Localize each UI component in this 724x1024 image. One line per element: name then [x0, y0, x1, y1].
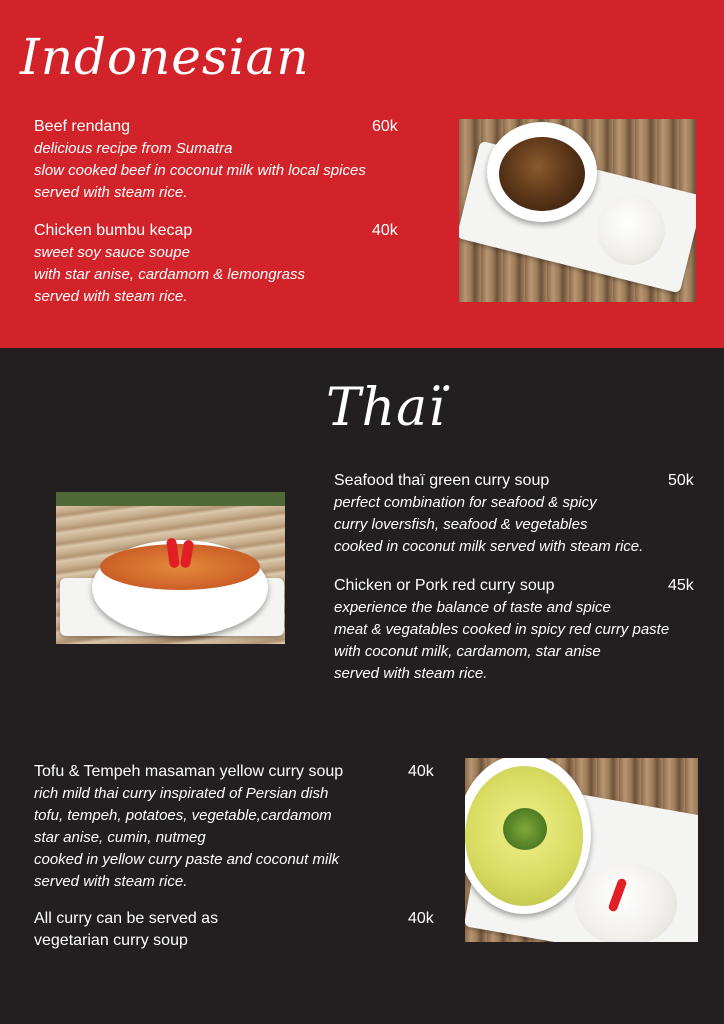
item-name: Seafood thaï green curry soup	[334, 472, 550, 489]
steamed-rice	[597, 195, 665, 265]
item-description-line: served with steam rice.	[334, 665, 488, 682]
item-description-line: perfect combination for seafood & spicy	[334, 494, 597, 511]
item-price: 40k	[408, 763, 434, 780]
indonesian-section-title: Indonesian	[20, 28, 310, 86]
item-description-line: with coconut milk, cardamom, star anise	[334, 643, 601, 660]
menu-item-chicken-bumbu-kecap	[34, 220, 374, 308]
item-price: 40k	[372, 222, 398, 239]
item-description-line: curry loversfish, seafood & vegetables	[334, 516, 588, 533]
item-name: All curry can be served as	[34, 910, 219, 927]
herb-garnish	[503, 808, 547, 850]
item-name: Chicken or Pork red curry soup	[334, 577, 555, 594]
menu-item-vegetarian-option	[34, 908, 394, 952]
garden-background	[56, 492, 285, 506]
item-description-line: served with steam rice.	[34, 288, 188, 305]
item-description-line: sweet soy sauce soupe	[34, 244, 190, 261]
item-name: Tofu & Tempeh masaman yellow curry soup	[34, 763, 344, 780]
item-price: 50k	[668, 472, 694, 489]
item-name: Beef rendang	[34, 118, 131, 135]
beef-rendang-photo	[459, 119, 696, 302]
item-description-line: cooked in yellow curry paste and coconut milk	[34, 851, 340, 868]
menu-item-masaman-yellow-curry	[34, 761, 414, 893]
menu-item-red-curry	[334, 575, 714, 685]
steamed-rice	[575, 862, 677, 942]
red-curry-soup	[100, 544, 260, 590]
menu-item-seafood-green-curry	[334, 470, 714, 558]
item-description-line: star anise, cumin, nutmeg	[34, 829, 206, 846]
item-description-line: served with steam rice.	[34, 873, 188, 890]
item-description-line: delicious recipe from Sumatra	[34, 140, 233, 157]
item-description-line: served with steam rice.	[34, 184, 188, 201]
menu-item-beef-rendang	[34, 116, 374, 204]
thai-section-title: Thaï	[326, 378, 446, 438]
item-description-line: rich mild thai curry inspirated of Persian dish	[34, 785, 329, 802]
item-price: 60k	[372, 118, 398, 135]
item-name-line-2: vegetarian curry soup	[34, 932, 188, 949]
item-description-line: tofu, tempeh, potatoes, vegetable,cardamom	[34, 807, 332, 824]
red-curry-photo	[56, 492, 285, 644]
item-description-line: with star anise, cardamom & lemongrass	[34, 266, 305, 283]
item-description-line: experience the balance of taste and spice	[334, 599, 611, 616]
item-description-line: slow cooked beef in coconut milk with local spices	[34, 162, 366, 179]
yellow-curry-photo	[465, 758, 698, 942]
item-name: Chicken bumbu kecap	[34, 222, 193, 239]
item-description-line: meat & vegatables cooked in spicy red curry paste	[334, 621, 670, 638]
item-description-line: cooked in coconut milk served with steam rice.	[334, 538, 644, 555]
rendang-curry	[499, 137, 585, 211]
item-price: 40k	[408, 910, 434, 927]
item-price: 45k	[668, 577, 694, 594]
